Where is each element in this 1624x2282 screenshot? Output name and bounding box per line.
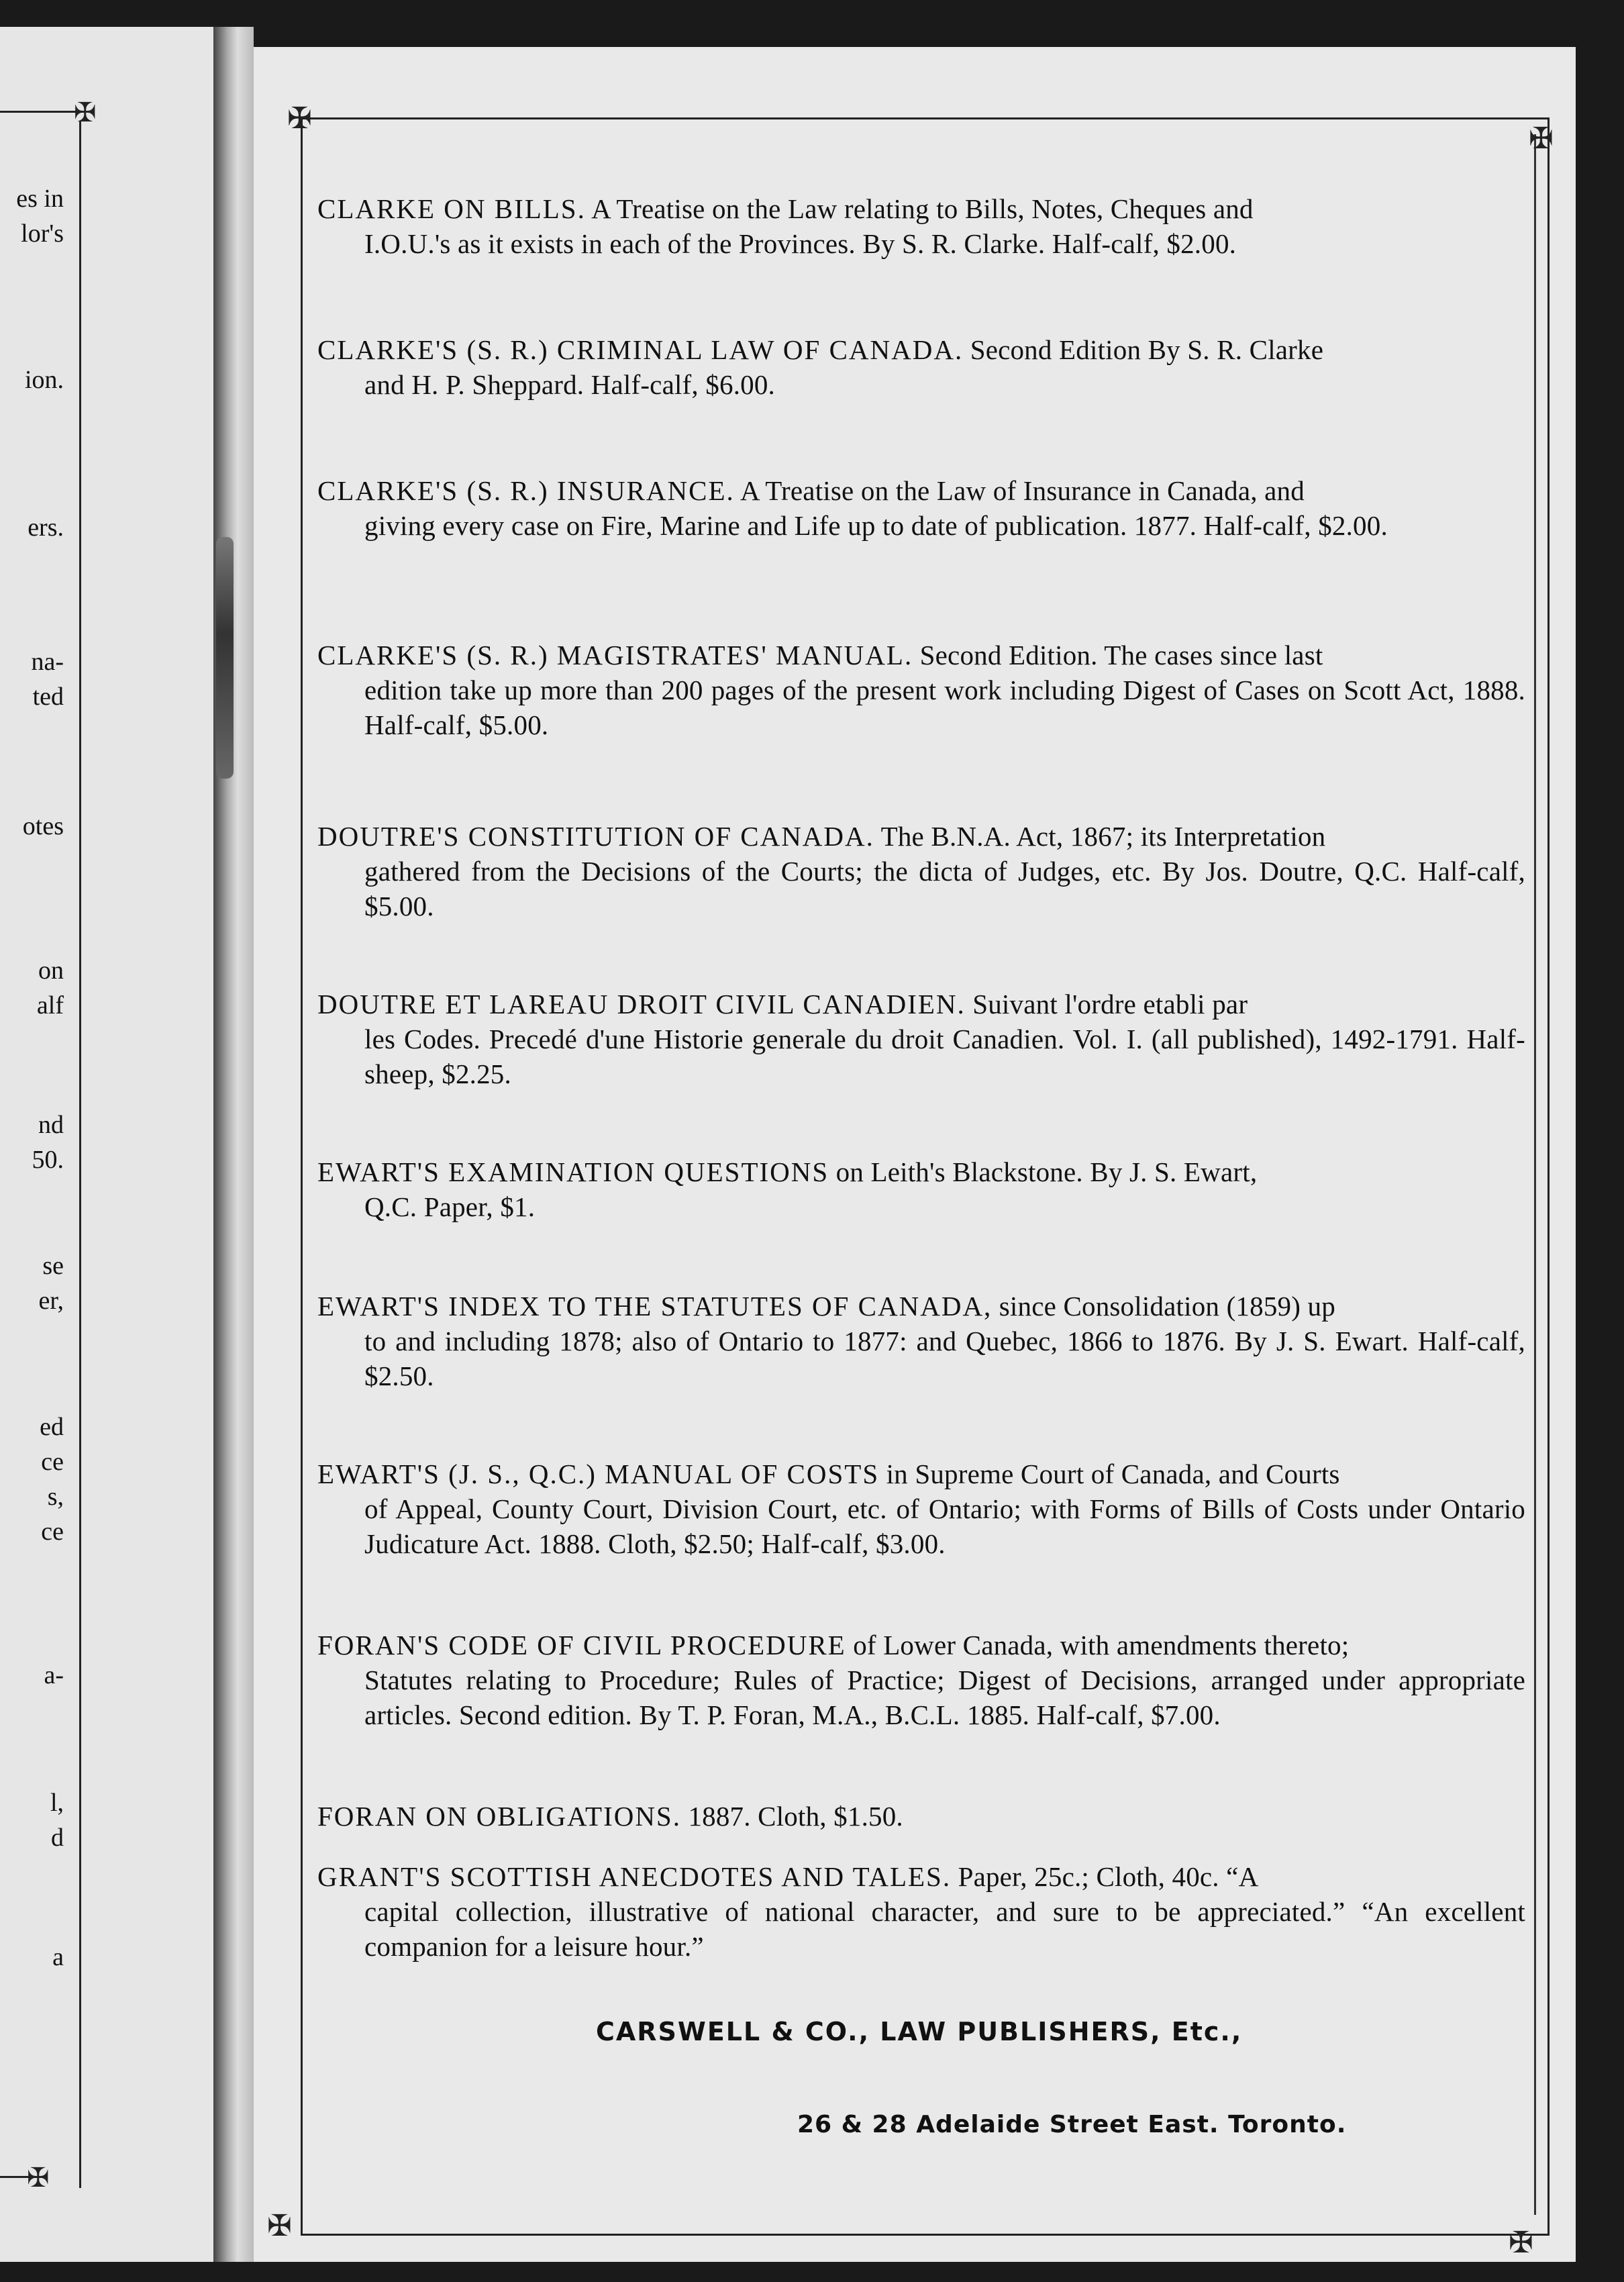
left-fragment: lor's: [21, 219, 64, 248]
entry-title: FORAN'S CODE OF CIVIL PROCEDURE: [317, 1630, 846, 1660]
left-fragment: ce: [41, 1518, 64, 1546]
entry-title: EWART'S INDEX TO THE STATUTES OF CANADA,: [317, 1291, 993, 1322]
entry-title: CLARKE'S (S. R.) CRIMINAL LAW OF CANADA.: [317, 334, 964, 365]
entry-rest: of Appeal, County Court, Division Court, etc. of Ontario; with Forms of Bills of Costs under Ontario Judicature Act. 1888. Cloth, $2.50; Half-calf, $3.00.: [364, 1493, 1525, 1559]
entry-rest: I.O.U.'s as it exists in each of the Provinces. By S. R. Clarke. Half-calf, $2.00.: [364, 228, 1237, 259]
catalog-entry: [317, 332, 1525, 402]
left-top-rule: [0, 111, 84, 113]
left-fragment: otes: [22, 812, 64, 840]
entry-title: GRANT'S SCOTTISH ANECDOTES AND TALES.: [317, 1861, 952, 1892]
ornament-icon: ✠: [27, 2163, 50, 2193]
entry-line1: Second Edition By S. R. Clarke: [970, 334, 1324, 365]
publisher-address: 26 & 28 Adelaide Street East. Toronto.: [797, 2111, 1347, 2138]
entry-rest: and H. P. Sheppard. Half-calf, $6.00.: [364, 369, 776, 400]
left-vertical-rule: [79, 121, 81, 2188]
entry-title: FORAN ON OBLIGATIONS.: [317, 1801, 681, 1832]
left-fragment: 50.: [32, 1146, 64, 1174]
catalog-entry: [317, 1154, 1525, 1224]
catalog-entry: [317, 1859, 1525, 1964]
entry-title: CLARKE'S (S. R.) MAGISTRATES' MANUAL.: [317, 640, 913, 671]
ornament-icon: ✠: [287, 102, 312, 135]
ornament-icon: ✠: [1509, 2226, 1533, 2259]
catalog-entry: [317, 191, 1525, 261]
left-fragment: ce: [41, 1448, 64, 1476]
page-tear: [216, 537, 234, 779]
entry-rest: capital collection, illustrative of national character, and sure to be appreciated.” “An excellent companion for a leisure hour.”: [364, 1896, 1525, 1962]
left-page: [0, 27, 213, 2262]
entry-rest: Q.C. Paper, $1.: [364, 1191, 536, 1222]
entry-title: DOUTRE ET LAREAU DROIT CIVIL CANADIEN.: [317, 989, 966, 1020]
catalog-entry: [317, 473, 1525, 543]
entry-rest: to and including 1878; also of Ontario to 1877: and Quebec, 1866 to 1876. By J. S. Ewart. Half-calf, $2.50.: [364, 1326, 1525, 1391]
left-fragment: a: [52, 1943, 64, 1971]
entry-title: EWART'S EXAMINATION QUESTIONS: [317, 1156, 829, 1187]
left-fragment: ted: [32, 683, 64, 711]
ornament-icon: ✠: [1529, 122, 1554, 155]
entry-line1: in Supreme Court of Canada, and Courts: [886, 1458, 1340, 1489]
entry-rest: edition take up more than 200 pages of the present work including Digest of Cases on Scott Act, 1888. Half-calf, $5.00.: [364, 675, 1525, 740]
catalog-entry: [317, 638, 1525, 742]
catalog-entry: [317, 1628, 1525, 1732]
catalog-entry: [317, 1289, 1525, 1393]
entry-line1: Second Edition. The cases since last: [919, 640, 1323, 671]
left-fragment: ers.: [28, 513, 64, 542]
entry-title: CLARKE ON BILLS.: [317, 193, 586, 224]
left-fragment: on: [38, 956, 64, 985]
entry-title: CLARKE'S (S. R.) INSURANCE.: [317, 475, 735, 506]
entry-rest: les Codes. Precedé d'une Historie generale du droit Canadien. Vol. I. (all published), 1492-1791. Half-sheep, $2.25.: [364, 1024, 1525, 1089]
left-fragment: s,: [47, 1483, 64, 1511]
frame-inner-rule: [1534, 134, 1536, 2215]
left-fragment: d: [51, 1824, 64, 1852]
left-fragment: a-: [44, 1661, 64, 1689]
entry-line1: A Treatise on the Law of Insurance in Canada, and: [740, 475, 1305, 506]
left-fragment: se: [42, 1252, 64, 1280]
entry-line1: Paper, 25c.; Cloth, 40c. “A: [958, 1861, 1259, 1892]
left-fragment: l,: [50, 1789, 64, 1817]
entry-line1: since Consolidation (1859) up: [999, 1291, 1335, 1322]
publisher-name: CARSWELL & CO., LAW PUBLISHERS, Etc.,: [596, 2017, 1243, 2046]
entry-title: EWART'S (J. S., Q.C.) MANUAL OF COSTS: [317, 1458, 880, 1489]
entry-rest: gathered from the Decisions of the Courts; the dicta of Judges, etc. By Jos. Doutre, Q.C. Half-calf, $5.00.: [364, 856, 1525, 922]
entry-line1: Suivant l'ordre etabli par: [972, 989, 1248, 1020]
right-page: [254, 47, 1576, 2262]
entry-line1: The B.N.A. Act, 1867; its Interpretation: [880, 821, 1326, 852]
left-fragment: nd: [38, 1111, 64, 1139]
catalog-entry: [317, 1799, 1525, 1834]
left-fragment: ed: [40, 1413, 64, 1441]
entry-title: DOUTRE'S CONSTITUTION OF CANADA.: [317, 821, 874, 852]
catalog-entry: [317, 987, 1525, 1091]
catalog-entry: [317, 819, 1525, 924]
ornament-icon: ✠: [74, 97, 97, 128]
entry-line1: of Lower Canada, with amendments thereto;: [853, 1630, 1350, 1660]
entry-line1: on Leith's Blackstone. By J. S. Ewart,: [835, 1156, 1258, 1187]
entry-line1: A Treatise on the Law relating to Bills, Notes, Cheques and: [591, 193, 1254, 224]
left-fragment: na-: [31, 648, 64, 676]
ornament-icon: ✠: [267, 2210, 292, 2242]
catalog-entry: [317, 1456, 1525, 1561]
entry-rest: Statutes relating to Procedure; Rules of Practice; Digest of Decisions, arranged under appropriate articles. Second edition. By T. P. Foran, M.A., B.C.L. 1885. Half-calf, $7.00.: [364, 1665, 1525, 1730]
left-fragment: er,: [38, 1287, 64, 1315]
entry-rest: giving every case on Fire, Marine and Life up to date of publication. 1877. Half-calf, $2.00.: [364, 510, 1388, 541]
entry-line1: 1887. Cloth, $1.50.: [688, 1801, 903, 1832]
left-fragment: alf: [36, 991, 64, 1020]
left-fragment: ion.: [24, 366, 64, 394]
book-gutter: [213, 27, 254, 2262]
left-fragment: es in: [16, 185, 64, 213]
